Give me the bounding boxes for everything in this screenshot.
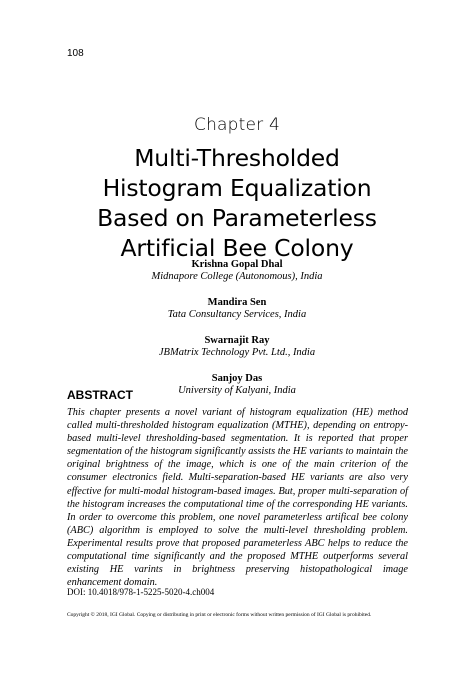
- author-name: Swarnajit Ray: [204, 335, 270, 346]
- author-affiliation: Tata Consultancy Services, India: [167, 309, 307, 320]
- abstract-body: This chapter presents a novel variant of histogram equalization (HE) method called multi-thresholded histogram equalization (MTHE), depending on entropy-based multi-level thresholding-based segmentation. It is reported that proper segmentation of the histogram significantly assists the HE variants to maintain the original brightness of the image, which is one of the main criterion of the consumer electronics field. Multi-separation-based HE variants are also very effective for multi-modal histogram-based images. But, proper multi-separation of the histogram increases the computational time of the corresponding HE variants. In order to overcome this problem, one novel parameterless artifical bee colony (ABC) algorithm is employed to solve the multi-level thresholding problem. Experimental results prove that proposed parameterless ABC helps to reduce the computational time significantly and the proposed MTHE outperforms several existing HE varints in brightness preserving histopathological image enhancement domain.: [67, 407, 408, 589]
- chapter-title: [40, 143, 434, 263]
- author-name: Sanjoy Das: [211, 373, 263, 384]
- chapter-title-line: Based on Parameterless: [97, 204, 377, 232]
- abstract-heading: ABSTRACT: [67, 388, 133, 402]
- author-block: [0, 259, 474, 283]
- author-block: [0, 297, 474, 321]
- author-affiliation: JBMatrix Technology Pvt. Ltd., India: [158, 347, 316, 358]
- author-affiliation: Midnapore College (Autonomous), India: [151, 271, 323, 282]
- chapter-label: Chapter 4: [194, 115, 280, 135]
- author-affiliation: University of Kalyani, India: [178, 385, 296, 396]
- copyright-notice: Copyright © 2018, IGI Global. Copying or distributing in print or electronic forms without written permission of IGI Global is prohibited.: [67, 612, 372, 618]
- author-name: Krishna Gopal Dhal: [191, 259, 283, 270]
- author-block: [0, 335, 474, 359]
- chapter-title-line: Artificial Bee Colony: [120, 234, 354, 262]
- chapter-title-line: Multi-Thresholded: [134, 144, 340, 172]
- author-name: Mandira Sen: [207, 297, 267, 308]
- doi-line: DOI: 10.4018/978-1-5225-5020-4.ch004: [67, 587, 215, 597]
- chapter-title-line: Histogram Equalization: [102, 174, 372, 202]
- page-number: 108: [67, 48, 84, 59]
